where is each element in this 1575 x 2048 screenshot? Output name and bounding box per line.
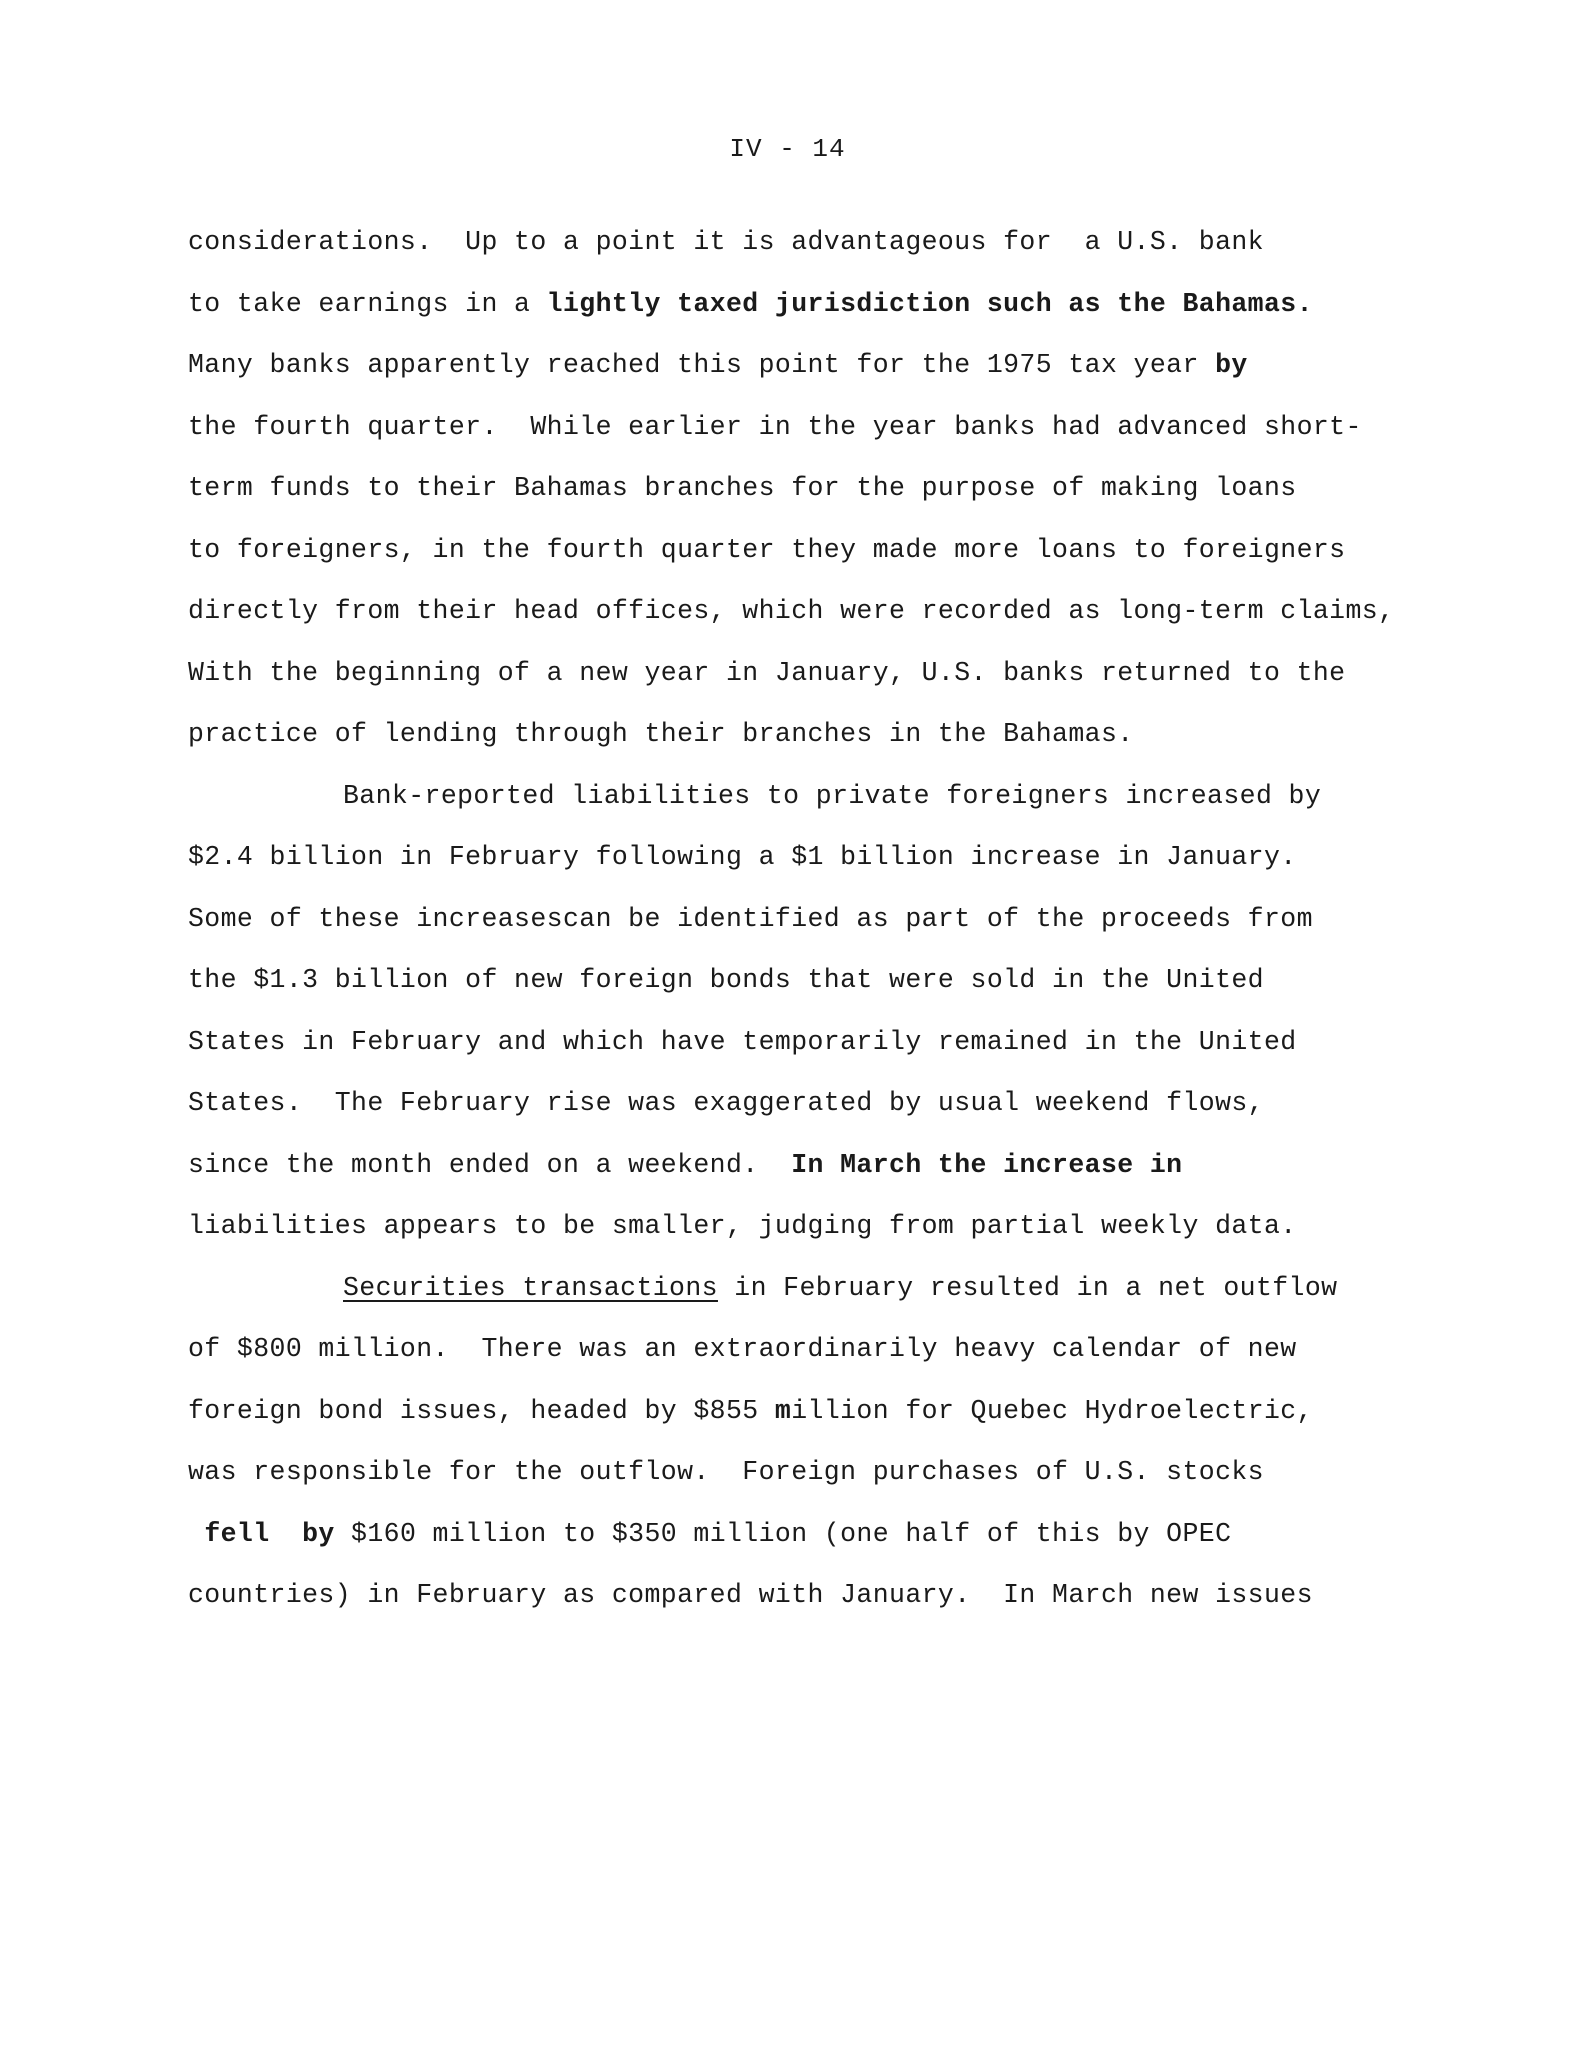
text-run: countries) in February as compared with January. In March new issues xyxy=(188,1580,1313,1610)
text-line xyxy=(188,1329,1368,1391)
text-run: of $800 million. There was an extraordinarily heavy calendar of new xyxy=(188,1334,1297,1364)
text-run: liabilities appears to be smaller, judging from partial weekly data. xyxy=(188,1211,1297,1241)
bold-text-run: m xyxy=(774,1395,792,1426)
text-run: to take earnings in a xyxy=(188,288,547,319)
text-line xyxy=(188,960,1368,1022)
text-line xyxy=(188,1145,1368,1207)
text-line xyxy=(188,222,1368,284)
bold-text-run: by xyxy=(1215,350,1248,380)
text-line xyxy=(188,345,1368,407)
text-run: $160 million to $350 million (one half of this by OPEC xyxy=(334,1518,1232,1549)
text-line xyxy=(188,1083,1368,1145)
text-line xyxy=(188,1206,1368,1268)
text-run: the $1.3 billion of new foreign bonds that were sold in the United xyxy=(188,965,1264,995)
text-line xyxy=(188,776,1368,838)
text-run: the fourth quarter. While earlier in the year banks had advanced short- xyxy=(188,411,1362,442)
text-line xyxy=(188,591,1395,653)
text-run: practice of lending through their branches in the Bahamas. xyxy=(188,719,1134,749)
bold-text-run: In March the increase in xyxy=(791,1149,1183,1180)
text-run: illion for Quebec Hydroelectric, xyxy=(791,1395,1313,1426)
text-run: Some of these increasescan be identified as part of the proceeds from xyxy=(188,903,1313,934)
text-line xyxy=(188,468,1368,530)
text-run: $2.4 billion in February following a $1 billion increase in January. xyxy=(188,842,1297,872)
paragraph-start: Bank-reported liabilities to private foreigners increased by xyxy=(343,780,1322,811)
text-line xyxy=(188,1575,1368,1637)
text-run: States in February and which have temporarily remained in the United xyxy=(188,1026,1297,1057)
text-run: States. The February rise was exaggerated by usual weekend flows, xyxy=(188,1088,1264,1118)
text-line xyxy=(188,1391,1368,1453)
text-line xyxy=(188,837,1368,899)
text-line xyxy=(188,284,1368,346)
body-text xyxy=(188,222,1395,1637)
text-line xyxy=(188,714,1368,776)
bold-text-run: fell by xyxy=(204,1518,335,1549)
text-run: was responsible for the outflow. Foreign purchases of U.S. stocks xyxy=(188,1457,1264,1487)
text-line xyxy=(188,530,1368,592)
page-number: IV - 14 xyxy=(729,134,846,164)
text-run: With the beginning of a new year in January, U.S. banks returned to the xyxy=(188,657,1346,688)
text-line xyxy=(188,1022,1368,1084)
text-line xyxy=(188,1452,1368,1514)
text-run: Many banks apparently reached this point for the 1975 tax year xyxy=(188,350,1216,380)
text-run: term funds to their Bahamas branches for the purpose of making loans xyxy=(188,473,1297,503)
section-heading-underlined: Securities transactions xyxy=(343,1272,718,1303)
text-line xyxy=(188,1514,1368,1576)
text-run: to foreigners, in the fourth quarter they made more loans to foreigners xyxy=(188,534,1346,565)
text-line xyxy=(188,899,1368,961)
text-line xyxy=(188,653,1368,715)
text-run: directly from their head offices, which were recorded as long-term claims, xyxy=(188,596,1395,626)
text-line xyxy=(188,407,1368,469)
text-run xyxy=(188,1519,204,1549)
text-run: since the month ended on a weekend. xyxy=(188,1149,792,1180)
bold-text-run: lightly taxed jurisdiction such as the Bahamas. xyxy=(546,288,1313,319)
text-run: foreign bond issues, headed by $855 xyxy=(188,1395,775,1426)
text-run: considerations. Up to a point it is advantageous for a U.S. bank xyxy=(188,227,1264,257)
text-run: in February resulted in a net outflow xyxy=(717,1272,1338,1303)
text-line xyxy=(188,1268,1368,1330)
